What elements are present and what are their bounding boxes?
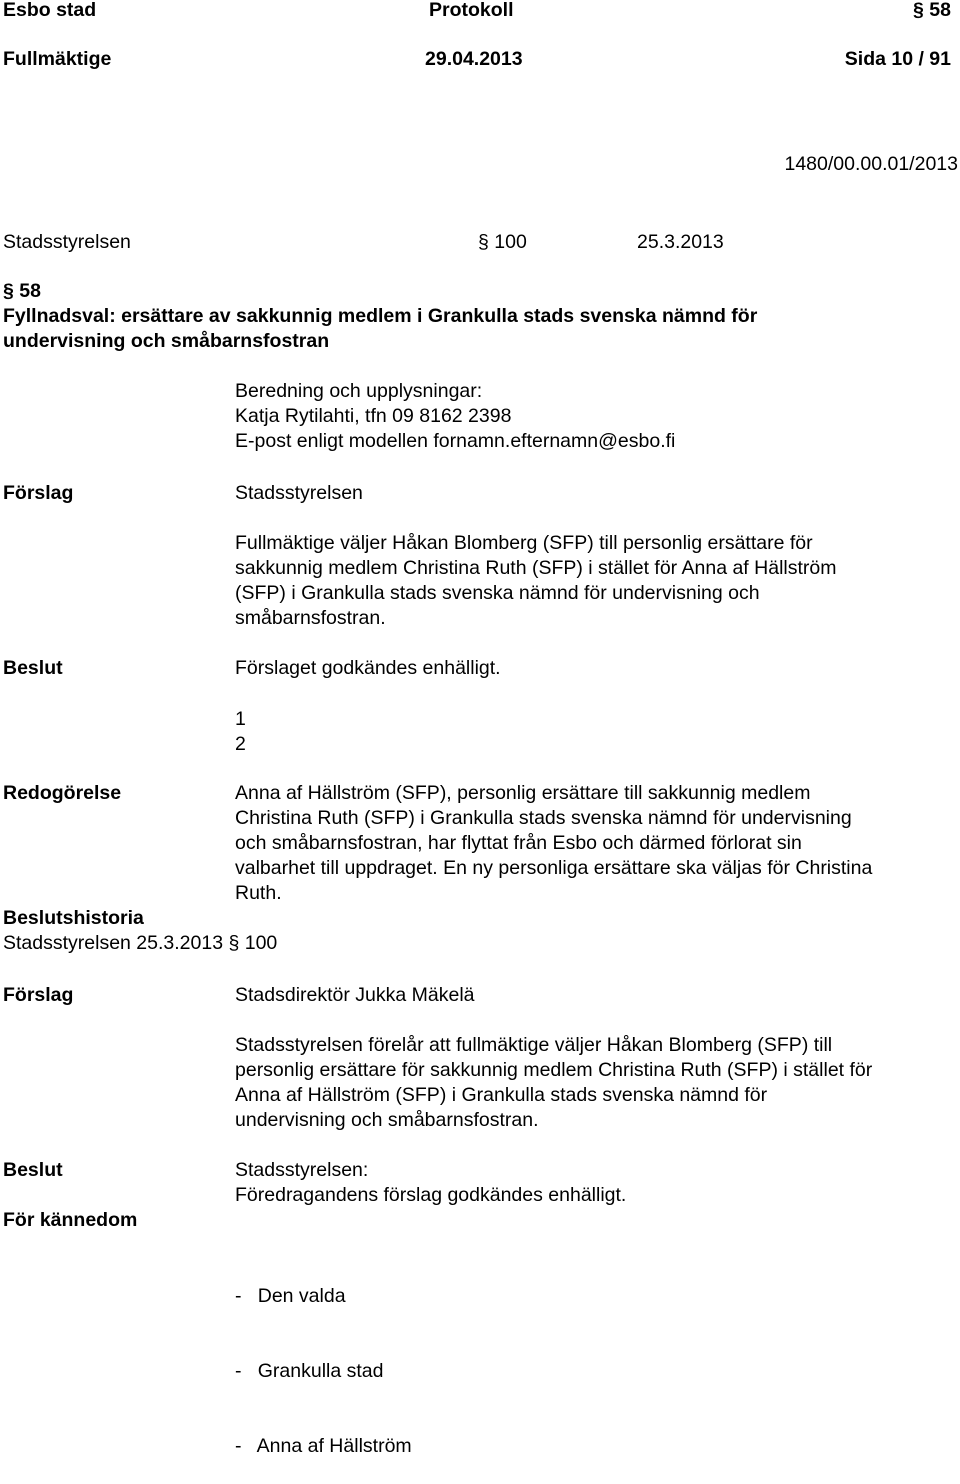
account-text [235, 781, 872, 906]
for-info-item: - Anna af Hällström [235, 1435, 412, 1457]
proposal-text [235, 531, 836, 631]
header-date: 29.04.2013 [425, 48, 523, 70]
item-title-line: undervisning och småbarnsfostran [3, 330, 330, 352]
item-title [3, 304, 757, 354]
header-section-number: § 58 [913, 0, 951, 21]
account-line: Anna af Hällström (SFP), personlig ersättare till sakkunnig medlem [235, 782, 811, 804]
preparation-line: Katja Rytilahti, tfn 09 8162 2398 [235, 405, 512, 427]
header-page: Sida 10 / 91 [844, 48, 951, 70]
for-info-label: För kännedom [3, 1209, 138, 1231]
history-proposal-line: undervisning och småbarnsfostran. [235, 1109, 539, 1131]
account-line: och småbarnsfostran, har flyttat från Esbo och därmed förlorat sin [235, 832, 802, 854]
decision-label: Beslut [3, 657, 63, 679]
prep-date: 25.3.2013 [637, 231, 724, 253]
history-proposal-line: Stadsstyrelsen förelår att fullmäktige väljer Håkan Blomberg (SFP) till [235, 1034, 833, 1056]
preparation-line: Beredning och upplysningar: [235, 380, 483, 402]
proposal-line: Fullmäktige väljer Håkan Blomberg (SFP) till personlig ersättare för [235, 532, 813, 554]
for-info-list [235, 1234, 412, 1484]
proposal-line: sakkunnig medlem Christina Ruth (SFP) i stället för Anna af Hällström [235, 557, 837, 579]
for-info-item: - Grankulla stad [235, 1360, 384, 1382]
account-line: Ruth. [235, 882, 282, 904]
header-doc-type: Protokoll [429, 0, 514, 21]
history-proposal-line: Anna af Hällström (SFP) i Grankulla stads svenska nämnd för [235, 1084, 768, 1106]
item-section: § 58 [3, 280, 41, 302]
prep-body: Stadsstyrelsen [3, 231, 131, 253]
history-proposal-by: Stadsdirektör Jukka Mäkelä [235, 984, 475, 1006]
proposal-line: (SFP) i Grankulla stads svenska nämnd för undervisning och [235, 582, 760, 604]
account-label: Redogörelse [3, 782, 122, 804]
number-1: 1 [235, 708, 246, 730]
history-proposal-label: Förslag [3, 984, 74, 1006]
header-body: Fullmäktige [3, 48, 112, 70]
history-label: Beslutshistoria [3, 907, 144, 929]
preparation-info [235, 379, 675, 454]
proposal-by: Stadsstyrelsen [235, 482, 363, 504]
item-title-line: Fyllnadsval: ersättare av sakkunnig medlem i Grankulla stads svenska nämnd för [3, 305, 758, 327]
history-proposal-line: personlig ersättare för sakkunnig medlem Christina Ruth (SFP) i stället för [235, 1059, 873, 1081]
history-line: Stadsstyrelsen 25.3.2013 § 100 [3, 932, 278, 954]
history-decision-line: Stadsstyrelsen: [235, 1159, 369, 1181]
history-decision-line: Föredragandens förslag godkändes enhälligt. [235, 1184, 627, 1206]
header-org: Esbo stad [3, 0, 97, 21]
account-line: valbarhet till uppdraget. En ny personliga ersättare ska väljas för Christina [235, 857, 873, 879]
history-decision-text [235, 1158, 626, 1208]
proposal-line: småbarnsfostran. [235, 607, 386, 629]
account-line: Christina Ruth (SFP) i Grankulla stads svenska nämnd för undervisning [235, 807, 852, 829]
number-2: 2 [235, 733, 246, 755]
proposal-label: Förslag [3, 482, 74, 504]
prep-section: § 100 [478, 231, 527, 253]
preparation-line: E-post enligt modellen fornamn.efternamn@esbo.fi [235, 430, 676, 452]
case-number: 1480/00.00.01/2013 [784, 153, 958, 175]
history-decision-label: Beslut [3, 1159, 63, 1181]
decision-text: Förslaget godkändes enhälligt. [235, 657, 501, 679]
history-proposal-text [235, 1033, 872, 1133]
for-info-item: - Den valda [235, 1285, 346, 1307]
